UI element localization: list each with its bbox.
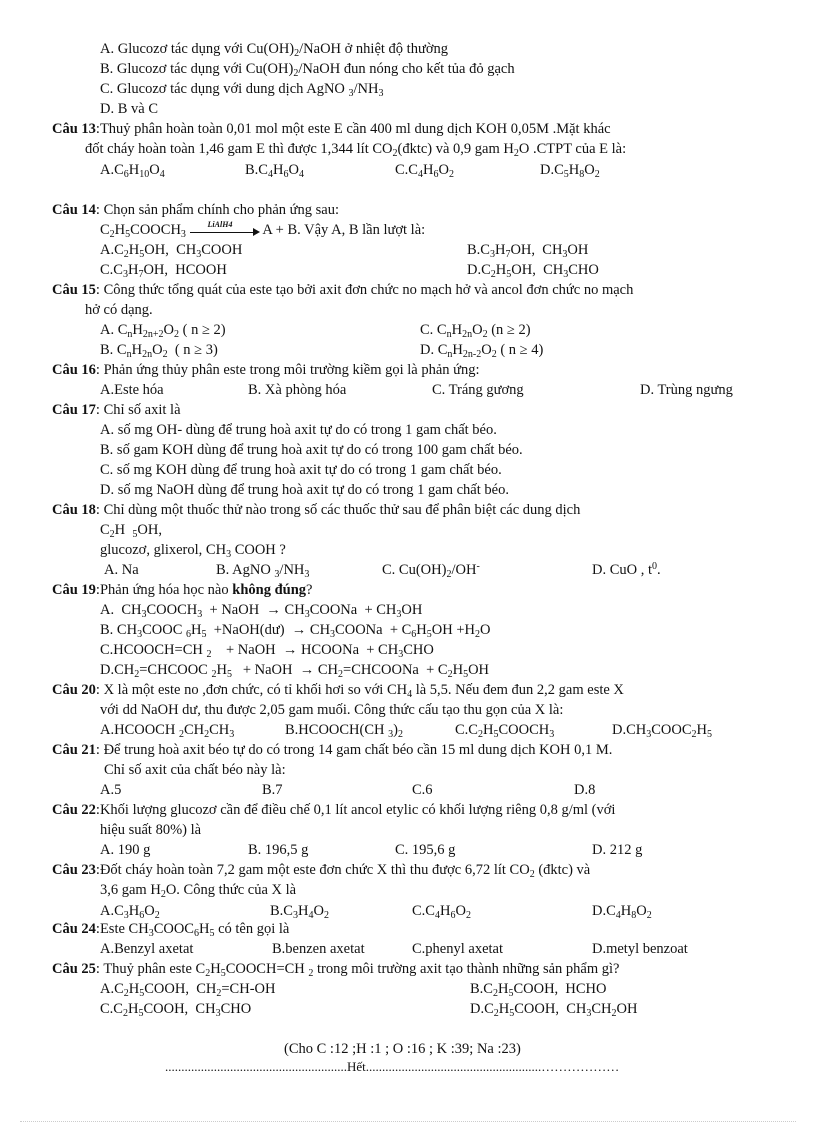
q16-label: Câu 16 [52, 362, 96, 378]
q25-text-tail: trong môi trường axit tạo thành những sản phẩm gì? [313, 961, 620, 977]
q23-label: Câu 23 [52, 862, 96, 878]
q12-option-a-text: A. Glucozơ tác dụng với Cu(OH) [100, 41, 295, 57]
q20-option-a: A.HCOOCH $_2CH_2CH_3$ [100, 722, 235, 740]
q24-option-a: A.Benzyl axetat [100, 941, 194, 957]
q16-option-d: D. Trùng ngưng [640, 382, 733, 398]
q12-option-b: B. Glucozơ tác dụng với $Cu(OH)_2$/NaOH đun nóng cho kết tủa đỏ gạch [100, 61, 515, 79]
q24-option-c: C.phenyl axetat [412, 941, 504, 957]
q12-option-d: D. B và C [100, 101, 158, 117]
q20-option-d: $D.CH_3COOC_2H_5$ [612, 722, 713, 740]
q22-option-d: D. 212 g [592, 842, 643, 858]
q25-option-b: $B.C_2H_5COOH$, HCHO [470, 981, 607, 999]
q18-label: Câu 18 [52, 502, 96, 518]
q21-stem-line2: Chỉ số axit của chất béo này là: [104, 762, 286, 778]
q15-option-a: A. $C_nH_{2n+2}O_2$ ( n ≥ 2) [100, 322, 226, 340]
q18-text3b: COOH ? [231, 542, 286, 558]
end-dots-left: ........................................................ [165, 1059, 347, 1074]
q18-option-c: C. $Cu(OH)_2/OH^-$ [382, 561, 480, 580]
q12-option-c-text: C. Glucozơ tác dụng với dung dịch AgNO [100, 81, 345, 97]
q16-option-c: C. Tráng gương [432, 382, 524, 398]
atomic-masses-note: (Cho C :12 ;H :1 ; O :16 ; K :39; Na :23) [284, 1041, 521, 1057]
q20-option-b: B.HCOOCH(CH $_3)_2$ [285, 722, 403, 740]
q24-label: Câu 24 [52, 921, 96, 937]
q23-text2b: O. Công thức của X là [165, 882, 297, 898]
q12-option-c: C. Glucozơ tác dụng với dung dịch AgNO $_3/NH_3$ [100, 81, 384, 99]
q13-option-c: $C.C_4H_6O_2$ [395, 162, 454, 180]
q14-label: Câu 14 [52, 202, 96, 218]
q21-text: : Để trung hoà axit béo tự do có trong 14 gam chất béo cần 15 ml dung dịch KOH 0,1 M. [95, 742, 613, 758]
q23-option-d: $D.C_4H_8O_2$ [592, 903, 652, 921]
q21-option-a: A.5 [100, 782, 122, 798]
q15-stem-line2: hở có dạng. [85, 302, 153, 318]
q24-option-d: D.metyl benzoat [592, 941, 688, 957]
q21-option-d: D.8 [574, 782, 596, 798]
q19-label: Câu 19 [52, 582, 96, 598]
q17-label: Câu 17 [52, 402, 96, 418]
q23-option-a: $A.C_3H_6O_2$ [100, 903, 160, 921]
q16-option-b: B. Xà phòng hóa [248, 382, 347, 398]
q17-option-a: A. số mg OH- dùng để trung hoà axit tự do có trong 1 gam chất béo. [100, 422, 497, 438]
q19-text-end: ? [306, 582, 313, 598]
q19-option-b: B. $CH_3COOC$ $_6H_5$ +NaOH(dư) → $CH_3COONa + C_6H_5OH +H_2O$ [100, 622, 491, 640]
q20-text-b: là 5,5. Nếu đem đun 2,2 gam este X [412, 682, 624, 698]
q25-label: Câu 25 [52, 961, 96, 977]
q23-text2: 3,6 gam H [100, 882, 161, 898]
q25-text: : Thuỷ phân este C [95, 961, 206, 977]
q14-option-d: $D.C_2H_5OH$, $CH_3CHO$ [467, 262, 599, 280]
q19-option-c: C.HCOOCH=CH $_2$ + NaOH → HCOONa + $CH_3CHO$ [100, 642, 434, 660]
q16-text: : Phản ứng thủy phân este trong môi trường kiềm gọi là phản ứng: [95, 362, 480, 378]
q22-stem [52, 801, 615, 819]
q25-stem: Câu 25: Thuỷ phân este $C_2H_5COOCH=CH$ $_2$ trong môi trường axit tạo thành những sản phẩm gì? [52, 961, 620, 979]
q19-option-a: A. $CH_3COOCH_3$ + NaOH → $CH_3COONa + CH_3OH$ [100, 602, 423, 620]
q17-option-b: B. số gam KOH dùng để trung hoà axit tự do có trong 100 gam chất béo. [100, 442, 523, 458]
q19-stem [52, 581, 312, 599]
q20-label: Câu 20 [52, 682, 96, 698]
q19-option-d: $D.CH_2=CHCOOC$ $_2H_5$ + NaOH → $CH_2=CHCOONa + C_2H_5OH$ [100, 662, 490, 680]
q23-stem-line2: 3,6 gam $H_2O$. Công thức của X là [100, 882, 297, 900]
q16-stem [52, 361, 480, 379]
q12-option-b-rest: /NaOH đun nóng cho kết tủa đỏ gạch [298, 61, 515, 77]
q18-text3: glucozơ, glixerol, CH [100, 542, 227, 558]
q22-option-b: B. 196,5 g [248, 842, 309, 858]
q20-text: : X là một este no ,đơn chức, có tỉ khối hơi so với CH [95, 682, 408, 698]
q21-label: Câu 21 [52, 742, 96, 758]
q24-stem: Câu 24:Este $CH_3COOC_6H_5$ có tên gọi là [52, 921, 290, 939]
q13-option-d: $D.C_5H_8O_2$ [540, 162, 600, 180]
q13-option-b: $B.C_4H_6O_4$ [245, 162, 304, 180]
q22-option-c: C. 195,6 g [395, 842, 456, 858]
q19-bold: không đúng [232, 582, 307, 598]
q13-label: Câu 13 [52, 121, 96, 137]
q21-stem [52, 741, 612, 759]
q21-option-b: B.7 [262, 782, 283, 798]
q21-option-c: C.6 [412, 782, 433, 798]
q14-option-b: $B.C_3H_7OH$, $CH_3OH$ [467, 242, 589, 260]
q13-stem-line2: đốt cháy hoàn toàn 1,46 gam E thì được 1,344 lít $CO_2(đktc)$ và 0,9 gam $H_2O$ .CTPT của E là: [85, 141, 627, 159]
q18-stem [52, 501, 580, 519]
q24-option-b: B.benzen axetat [272, 941, 365, 957]
q12-option-a-rest: /NaOH ở nhiệt độ thường [299, 41, 448, 57]
q23-option-c: $C.C_4H_6O_2$ [412, 903, 471, 921]
q18-option-b: B. AgNO $_3/NH_3$ [216, 562, 310, 580]
q17-text: : Chỉ số axit là [95, 402, 181, 418]
q13-stem [52, 120, 611, 138]
q25-option-d: $D.C_2H_5COOH$, $CH_3CH_2OH$ [470, 1001, 638, 1019]
end-word: Hết [347, 1059, 366, 1074]
q23-stem: Câu 23:Đốt cháy hoàn toàn 7,2 gam một este đơn chức X thì thu được 6,72 lít $CO_2$ (đktc) và [52, 862, 591, 880]
q18-option-a: A. Na [104, 562, 139, 578]
q25-option-a: $A.C_2H_5COOH$, $CH_2=CH-OH$ [100, 981, 276, 999]
q22-option-a: A. 190 g [100, 842, 151, 858]
q14-option-c: $C.C_3H_7OH$, HCOOH [100, 262, 227, 280]
q20-option-c: $C.C_2H_5COOCH_3$ [455, 722, 555, 740]
q14-reaction: $C_2H_5COOCH_3$ LiAlH4 A + B. Vậy A, B lần lượt là: [100, 221, 425, 239]
q22-stem-line2: hiệu suất 80%) là [100, 822, 202, 838]
q12-option-a: A. Glucozơ tác dụng với $Cu(OH)_2$/NaOH ở nhiệt độ thường [100, 41, 448, 59]
q15-stem [52, 281, 633, 299]
q13-text2: đốt cháy hoàn toàn 1,46 gam E thì được 1,344 lít CO [85, 141, 393, 157]
q18-stem-line3: glucozơ, glixerol, $CH_3$ COOH ? [100, 542, 286, 560]
q15-text: : Công thức tổng quát của este tạo bởi axit đơn chức no mạch hở và ancol đơn chức no mạch [95, 282, 634, 298]
q17-stem [52, 401, 181, 419]
q15-option-d: D. $C_nH_{2n-2}O_2$ ( n ≥ 4) [420, 342, 544, 360]
q13-option-a: $A.C_6H_{10}O_4$ [100, 162, 165, 180]
end-dots-right: ......................................................……………… [365, 1059, 620, 1074]
heat-arrow-icon [190, 219, 260, 236]
q22-label: Câu 22 [52, 802, 96, 818]
q13-text2b: (đktc) và 0,9 gam H [397, 141, 514, 157]
q14-reaction-tail: A + B. Vậy A, B lần lượt là: [262, 222, 426, 238]
q18-option-c-text: C. Cu(OH) [382, 562, 447, 578]
q13-text2c: O .CTPT của E là: [518, 141, 627, 157]
q12-option-b-text: B. Glucozơ tác dụng với Cu(OH) [100, 61, 294, 77]
q18-stem-line2: $C_2H$ $_5$OH, [100, 522, 162, 540]
q18-option-b-text: B. AgNO [216, 562, 271, 578]
q17-option-c: C. số mg KOH dùng để trung hoà axit tự do có trong 1 gam chất béo. [100, 462, 502, 478]
q22-text: :Khối lượng glucozơ cần để điều chế 0,1 lít ancol etylic có khối lượng riêng 0,8 g/ml (với [95, 802, 616, 818]
q18-option-d-text: D. CuO , t [592, 562, 653, 578]
page-bottom-divider [20, 1121, 796, 1122]
q23-option-b: $B.C_3H_4O_2$ [270, 903, 329, 921]
q15-option-c: C. $C_nH_{2n}O_2$ (n ≥ 2) [420, 322, 531, 340]
q25-option-c: $C.C_2H_5COOH$, $CH_3CHO$ [100, 1001, 252, 1019]
q14-option-a: $A.C_2H_5OH$, $CH_3COOH$ [100, 242, 243, 260]
q23-text: :Đốt cháy hoàn toàn 7,2 gam một este đơn chức X thì thu được 6,72 lít CO [95, 862, 530, 878]
arrow-label: LiAlH4 [207, 219, 233, 229]
q24-text-tail: có tên gọi là [214, 921, 290, 937]
q14-stem [52, 201, 339, 219]
q13-text: :Thuỷ phân hoàn toàn 0,01 mol một este E cần 400 ml dung dịch KOH 0,05M .Mặt khác [95, 121, 611, 137]
q20-stem: Câu 20: X là một este no ,đơn chức, có tỉ khối hơi so với $CH_4$ là 5,5. Nếu đem đun 2,2 gam este X [52, 682, 624, 700]
q19-text: :Phản ứng hóa học nào [95, 582, 233, 598]
q18-option-d: D. CuO , $t^0$. [592, 561, 661, 578]
q20-stem-line2: với dd NaOH dư, thu được 2,05 gam muối. Công thức cấu tạo thu gọn của X là: [100, 702, 564, 718]
q16-option-a: A.Este hóa [100, 382, 164, 398]
q15-label: Câu 15 [52, 282, 96, 298]
q17-option-d: D. số mg NaOH dùng để trung hoà axit tự do có trong 1 gam chất béo. [100, 482, 509, 498]
q18-text: : Chỉ dùng một thuốc thử nào trong số các thuốc thử sau để phân biệt các dung dịch [95, 502, 581, 518]
end-marker [165, 1058, 619, 1076]
q15-option-b: B. $C_nH_{2n}O_2$ ( n ≥ 3) [100, 342, 218, 360]
q14-text: : Chọn sản phẩm chính cho phản ứng sau: [95, 202, 339, 218]
q23-text-b: (đktc) và [534, 862, 591, 878]
